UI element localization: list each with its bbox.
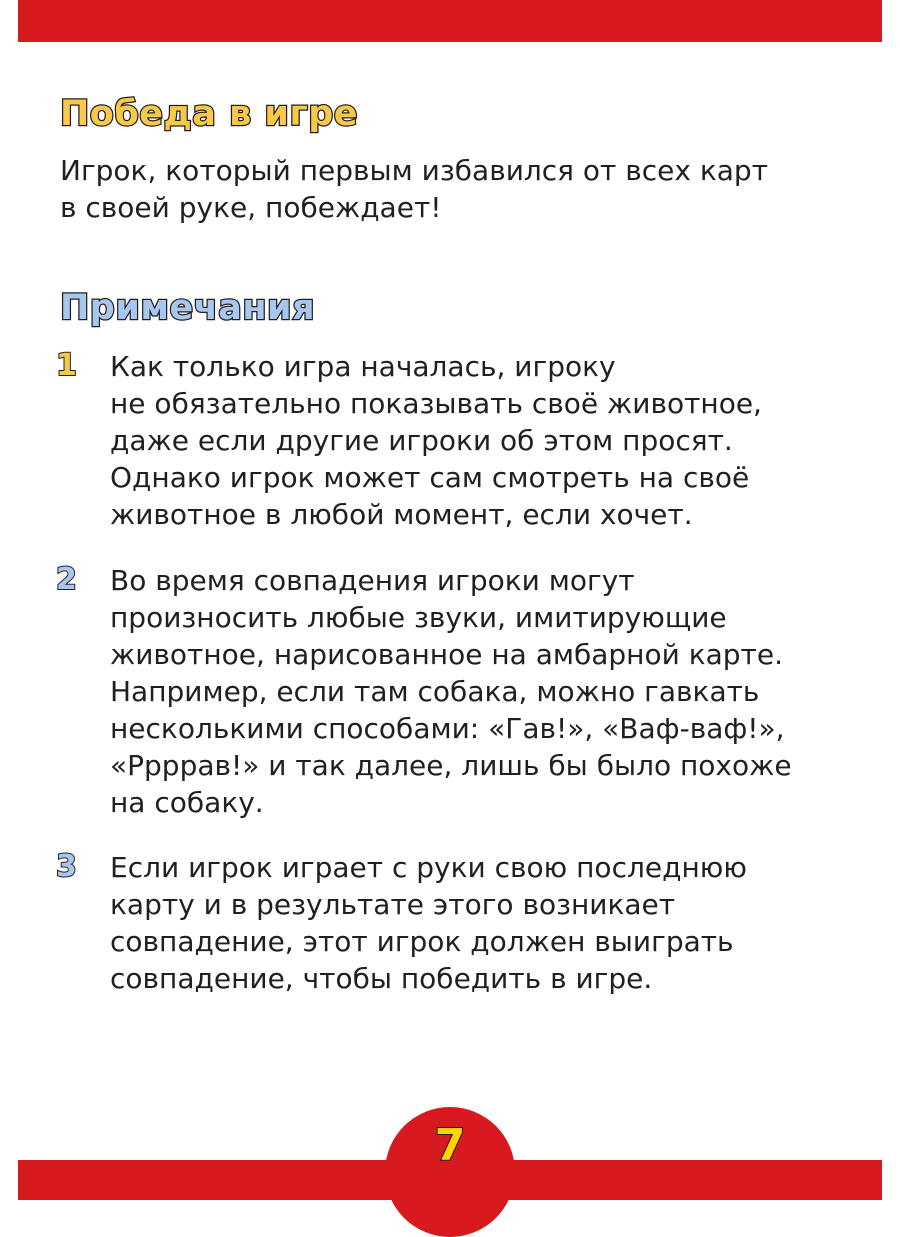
note-line: не обязательно показывать своё животное, <box>110 387 762 420</box>
win-heading: Победа в игре <box>60 94 359 134</box>
note-line: Как только игра началась, игроку <box>110 350 616 383</box>
note-line: животное, нарисованное на амбарной карте. <box>110 638 783 671</box>
note-line: совпадение, чтобы победить в игре. <box>110 962 653 995</box>
note-line: произносить любые звуки, имитирующие <box>110 601 727 634</box>
note-number-1: 1 <box>56 348 77 383</box>
page-number: 7 <box>434 1120 466 1171</box>
note-line: даже если другие игроки об этом просят. <box>110 424 733 457</box>
note-line: Однако игрок может сам смотреть на своё <box>110 461 750 494</box>
win-text <box>60 152 860 226</box>
note-line: несколькими способами: «Гав!», «Ваф-ваф!», <box>110 712 785 745</box>
note-1-text <box>110 348 850 533</box>
note-3-text <box>110 849 850 997</box>
win-line: Игрок, который первым избавился от всех карт <box>60 154 769 187</box>
note-line: совпадение, этот игрок должен выиграть <box>110 925 734 958</box>
win-line: в своей руке, побеждает! <box>60 191 442 224</box>
note-number-2: 2 <box>56 562 77 597</box>
notes-heading: Примечания <box>60 288 316 328</box>
top-red-band <box>18 0 882 42</box>
note-line: животное в любой момент, если хочет. <box>110 498 693 531</box>
note-line: карту и в результате этого возникает <box>110 888 676 921</box>
note-line: Например, если там собака, можно гавкать <box>110 675 760 708</box>
note-line: Во время совпадения игроки могут <box>110 564 635 597</box>
note-line: на собаку. <box>110 786 264 819</box>
note-line: Если игрок играет с руки свою последнюю <box>110 851 747 884</box>
note-line: «Ррррав!» и так далее, лишь бы было похоже <box>110 749 792 782</box>
note-number-3: 3 <box>56 849 77 884</box>
note-2-text <box>110 562 850 821</box>
